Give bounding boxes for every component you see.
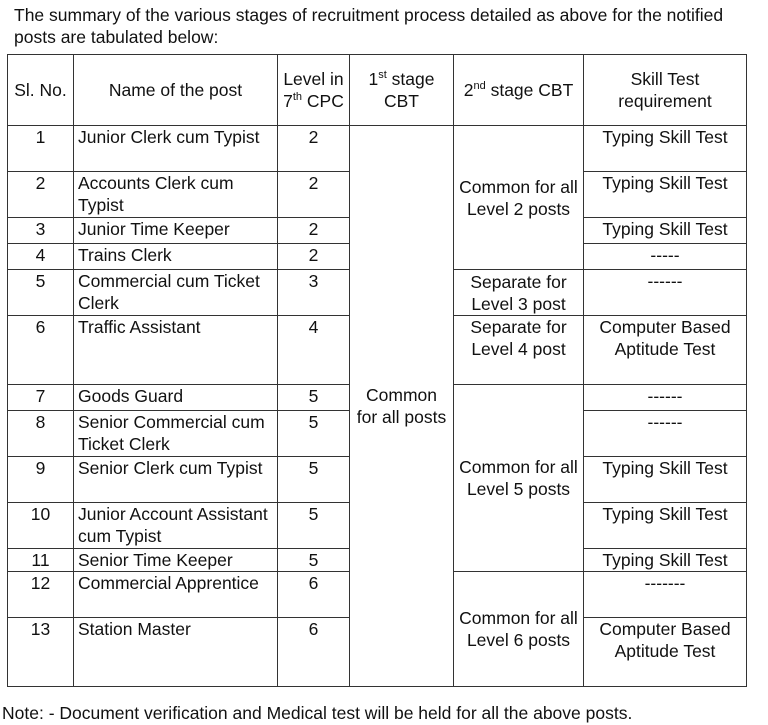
cell-cbt2-level3: Separate for Level 3 post xyxy=(454,270,584,316)
cell-post-name: Senior Time Keeper xyxy=(74,549,278,572)
cell-sl-no: 6 xyxy=(8,316,74,385)
cell-post-name: Accounts Clerk cum Typist xyxy=(74,172,278,218)
cell-post-name: Commercial Apprentice xyxy=(74,572,278,618)
header-level: Level in 7th CPC xyxy=(278,55,350,126)
header-skill-test: Skill Test requirement xyxy=(584,55,747,126)
cell-post-name: Senior Clerk cum Typist xyxy=(74,457,278,503)
cell-level: 5 xyxy=(278,385,350,411)
cell-sl-no: 4 xyxy=(8,244,74,270)
cell-skill-test: ------ xyxy=(584,385,747,411)
cell-level: 5 xyxy=(278,549,350,572)
header-cbt1: 1st stage CBT xyxy=(350,55,454,126)
cell-level: 3 xyxy=(278,270,350,316)
cell-skill-test: Typing Skill Test xyxy=(584,172,747,218)
cell-level: 2 xyxy=(278,126,350,172)
footnote: Note: - Document verification and Medical test will be held for all the above posts. xyxy=(2,703,633,723)
cell-sl-no: 10 xyxy=(8,503,74,549)
cell-level: 2 xyxy=(278,244,350,270)
header-cbt2: 2nd stage CBT xyxy=(454,55,584,126)
cell-sl-no: 13 xyxy=(8,618,74,687)
cell-post-name: Trains Clerk xyxy=(74,244,278,270)
cell-sl-no: 12 xyxy=(8,572,74,618)
cell-level: 2 xyxy=(278,172,350,218)
cell-sl-no: 3 xyxy=(8,218,74,244)
cell-skill-test: Typing Skill Test xyxy=(584,218,747,244)
cell-post-name: Junior Account Assistant cum Typist xyxy=(74,503,278,549)
cell-post-name: Senior Commercial cum Ticket Clerk xyxy=(74,411,278,457)
cell-skill-test: Typing Skill Test xyxy=(584,503,747,549)
cell-level: 4 xyxy=(278,316,350,385)
cell-skill-test: ------- xyxy=(584,572,747,618)
cell-cbt2-level2: Common for all Level 2 posts xyxy=(454,126,584,270)
cell-level: 6 xyxy=(278,572,350,618)
cell-sl-no: 1 xyxy=(8,126,74,172)
cell-level: 5 xyxy=(278,503,350,549)
cell-post-name: Junior Clerk cum Typist xyxy=(74,126,278,172)
cell-skill-test: Typing Skill Test xyxy=(584,549,747,572)
cell-cbt1-common: Common for all posts xyxy=(350,126,454,687)
cell-level: 6 xyxy=(278,618,350,687)
cell-skill-test: ------ xyxy=(584,411,747,457)
cell-sl-no: 11 xyxy=(8,549,74,572)
cell-skill-test: Computer Based Aptitude Test xyxy=(584,618,747,687)
cell-skill-test: Computer Based Aptitude Test xyxy=(584,316,747,385)
cell-post-name: Station Master xyxy=(74,618,278,687)
cell-cbt2-level4: Separate for Level 4 post xyxy=(454,316,584,385)
cell-sl-no: 8 xyxy=(8,411,74,457)
cell-post-name: Traffic Assistant xyxy=(74,316,278,385)
table-row xyxy=(8,126,747,172)
header-sl-no: Sl. No. xyxy=(8,55,74,126)
cell-sl-no: 7 xyxy=(8,385,74,411)
cell-cbt2-level5: Common for all Level 5 posts xyxy=(454,385,584,572)
cell-sl-no: 5 xyxy=(8,270,74,316)
header-row xyxy=(8,55,747,126)
intro-paragraph: The summary of the various stages of recruitment process detailed as above for the notified posts are tabulated below: xyxy=(14,5,724,47)
header-post-name: Name of the post xyxy=(74,55,278,126)
cell-cbt2-level6: Common for all Level 6 posts xyxy=(454,572,584,687)
cell-sl-no: 9 xyxy=(8,457,74,503)
cell-sl-no: 2 xyxy=(8,172,74,218)
cell-skill-test: Typing Skill Test xyxy=(584,126,747,172)
cell-post-name: Commercial cum Ticket Clerk xyxy=(74,270,278,316)
cell-skill-test: ------ xyxy=(584,270,747,316)
cell-post-name: Goods Guard xyxy=(74,385,278,411)
cell-post-name: Junior Time Keeper xyxy=(74,218,278,244)
cell-level: 2 xyxy=(278,218,350,244)
recruitment-summary-table xyxy=(7,54,747,687)
cell-skill-test: Typing Skill Test xyxy=(584,457,747,503)
cell-skill-test: ----- xyxy=(584,244,747,270)
cell-level: 5 xyxy=(278,411,350,457)
cell-level: 5 xyxy=(278,457,350,503)
